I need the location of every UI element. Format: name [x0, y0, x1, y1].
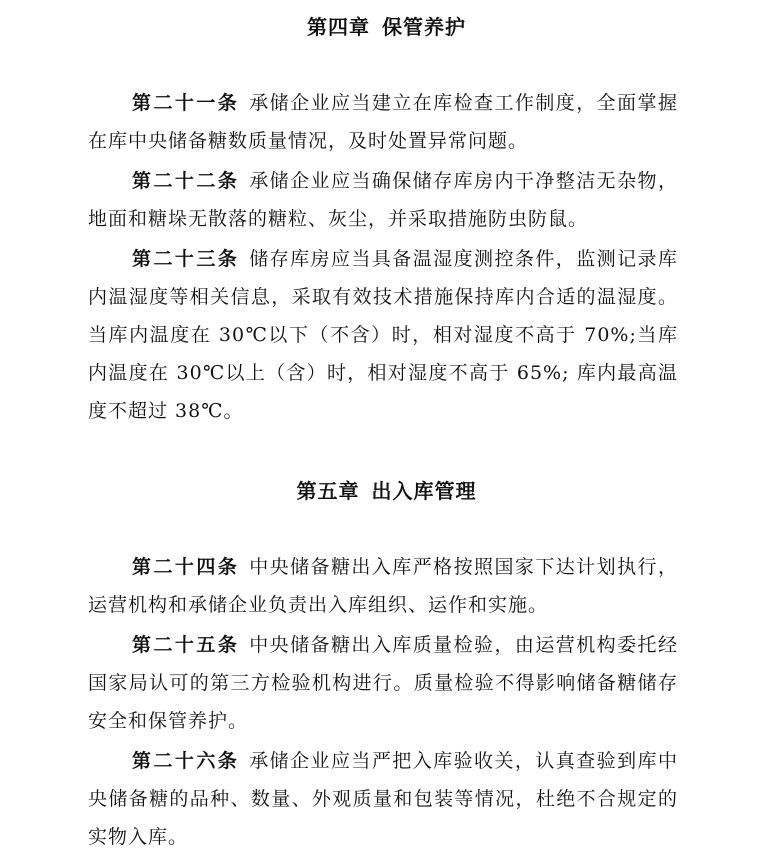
chapter-4-title: 保管养护 — [382, 15, 466, 39]
article-22 — [88, 162, 678, 238]
article-23-number: 第二十三条 — [132, 248, 240, 270]
chapter-4-heading — [0, 12, 773, 42]
article-24-number: 第二十四条 — [132, 556, 240, 578]
article-21 — [88, 84, 678, 160]
article-25-number: 第二十五条 — [132, 634, 240, 656]
chapter-5-number: 第五章 — [296, 479, 360, 503]
article-24-text: 中央储备糖出入库严格按照国家下达计划执行，运营机构和承储企业负责出入库组织、运作和实施。 — [88, 556, 678, 616]
article-25-text: 中央储备糖出入库质量检验，由运营机构委托经国家局认可的第三方检验机构进行。质量检验不得影响储备糖储存安全和保管养护。 — [88, 634, 678, 732]
article-21-number: 第二十一条 — [132, 92, 240, 114]
article-26-text: 承储企业应当严把入库验收关，认真查验到库中央储备糖的品种、数量、外观质量和包装等情况，杜绝不合规定的实物入库。 — [88, 750, 678, 848]
article-21-text: 承储企业应当建立在库检查工作制度，全面掌握在库中央储备糖数质量情况，及时处置异常问题。 — [88, 92, 678, 152]
chapter-5-heading — [0, 476, 773, 506]
article-26 — [88, 742, 678, 856]
article-23-text: 储存库房应当具备温湿度测控条件，监测记录库内温湿度等相关信息，采取有效技术措施保持库内合适的温湿度。当库内温度在 30℃以下（不含）时，相对湿度不高于 70%;当库内温度在 30℃以上（含）时，相对湿度不高于 65%; 库内最高温度不超过 38℃。 — [88, 248, 678, 422]
article-23 — [88, 240, 678, 430]
chapter-5-title: 出入库管理 — [371, 479, 477, 503]
article-22-text: 承储企业应当确保储存库房内干净整洁无杂物，地面和糖垛无散落的糖粒、灰尘，并采取措施防虫防鼠。 — [88, 170, 678, 230]
article-24 — [88, 548, 678, 624]
article-26-number: 第二十六条 — [132, 750, 240, 772]
article-25 — [88, 626, 678, 740]
chapter-4-number: 第四章 — [307, 15, 370, 39]
article-22-number: 第二十二条 — [132, 170, 240, 192]
